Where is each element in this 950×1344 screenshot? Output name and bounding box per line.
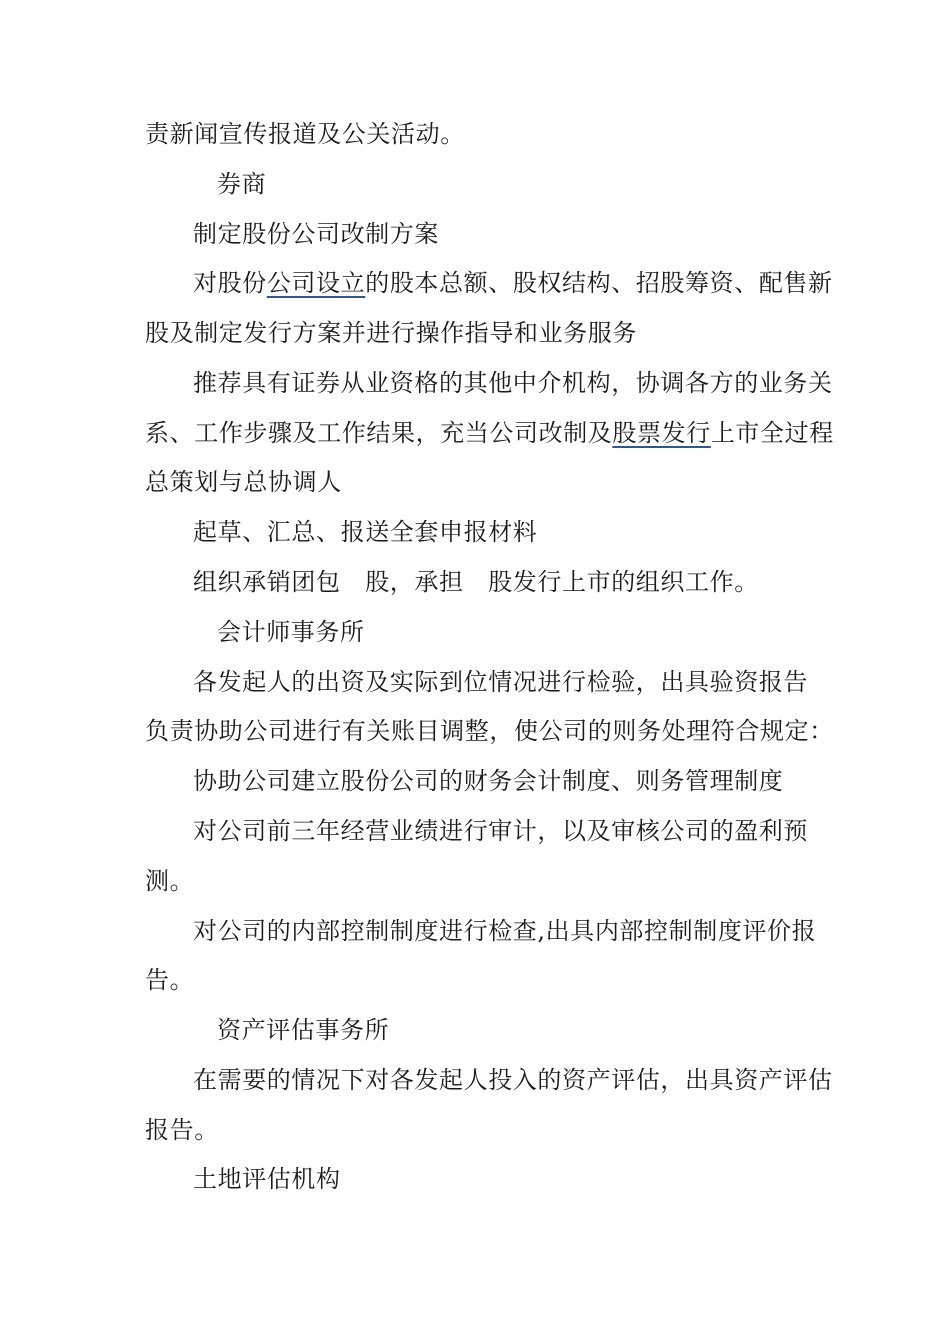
- section-heading-asset-appraisal: 资产评估事务所: [217, 1016, 390, 1044]
- section-heading-brokerage: 券商: [217, 170, 267, 198]
- paragraph-line: 测。: [145, 867, 195, 895]
- paragraph-line: 股及制定发行方案并进行操作指导和业务服务: [145, 319, 637, 347]
- paragraph-line: 总策划与总协调人: [145, 468, 342, 496]
- text-segment: 系、工作步骤及工作结果，充当公司改制及: [145, 419, 613, 447]
- paragraph-line: 制定股份公司改制方案: [193, 220, 439, 248]
- text-segment: 上市全过程: [710, 419, 834, 447]
- paragraph-line: 在需要的情况下对各发起人投入的资产评估，出具资产评估: [193, 1066, 833, 1094]
- text-segment: 对股份: [193, 269, 267, 297]
- section-heading-accounting-firm: 会计师事务所: [217, 618, 365, 646]
- hyperlink-stock-issuance[interactable]: 股票发行: [612, 419, 711, 447]
- paragraph-line: 各发起人的出资及实际到位情况进行检验，出具验资报告: [193, 668, 808, 696]
- paragraph-line: 对公司的内部控制制度进行检查,出具内部控制制度评价报: [193, 917, 817, 945]
- paragraph-line: 起草、汇总、报送全套申报材料: [193, 518, 538, 546]
- text-segment: 的股本总额、股权结构、招股筹资、配售新: [365, 269, 833, 297]
- paragraph-line: 推荐具有证券从业资格的其他中介机构，协调各方的业务关: [193, 369, 833, 397]
- paragraph-line: [145, 418, 834, 448]
- paragraph-line: 报告。: [145, 1116, 219, 1144]
- paragraph-line: 组织承销团包 股，承担 股发行上市的组织工作。: [193, 568, 759, 596]
- paragraph-line: [193, 268, 833, 298]
- paragraph-line: 告。: [145, 966, 195, 994]
- paragraph-line: 责新闻宣传报道及公关活动。: [145, 120, 465, 148]
- section-heading-land-appraisal: 土地评估机构: [193, 1165, 341, 1193]
- paragraph-line: 协助公司建立股份公司的财务会计制度、则务管理制度: [193, 767, 784, 795]
- hyperlink-company-establishment[interactable]: 公司设立: [266, 269, 366, 297]
- paragraph-line: 对公司前三年经营业绩进行审计，以及审核公司的盈利预: [193, 817, 808, 845]
- paragraph-line: 负责协助公司进行有关账目调整，使公司的则务处理符合规定：: [145, 717, 834, 745]
